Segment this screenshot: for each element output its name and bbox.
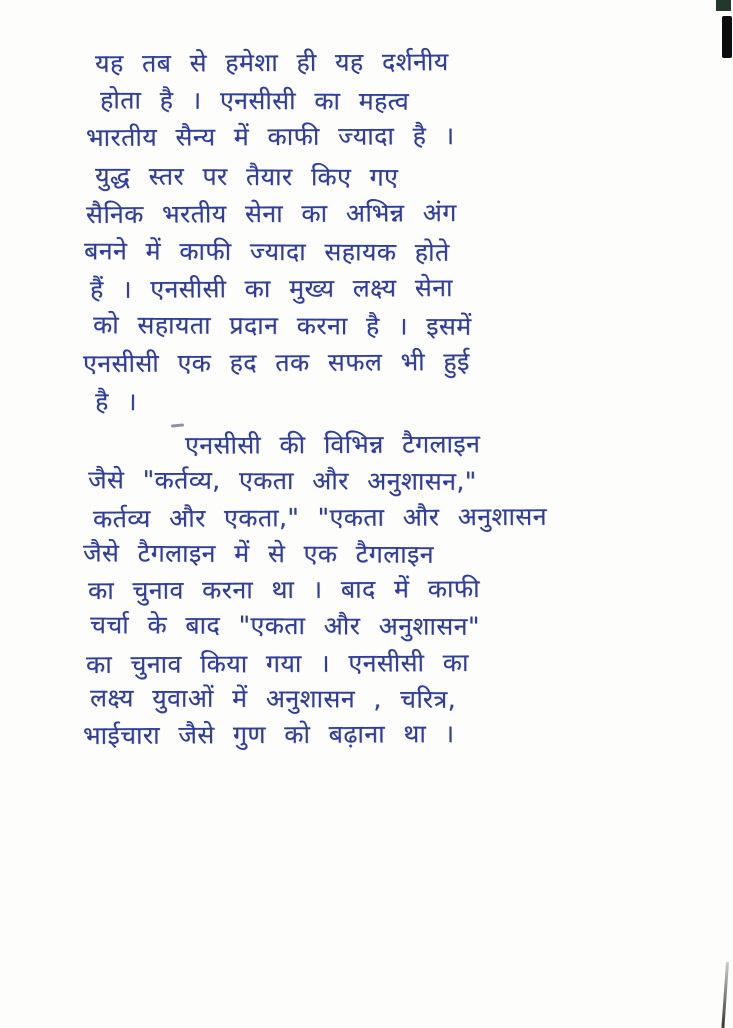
handwritten-line: हैं । एनसीसी का मुख्य लक्ष्य सेना (89, 273, 453, 304)
handwritten-line: का चुनाव किया गया । एनसीसी का (85, 647, 469, 680)
handwritten-line: चर्चा के बाद "एकता और अनुशासन" (89, 610, 480, 641)
handwritten-line: भाईचारा जैसे गुण को बढ़ाना था । (82, 719, 455, 750)
handwritten-line: लक्ष्य युवाओं में अनुशासन , चरित्र, (89, 683, 457, 714)
stray-pen-mark (171, 423, 184, 427)
handwritten-line: का चुनाव करना था । बाद में काफी (87, 573, 481, 606)
handwritten-line: जैसे "कर्तव्य, एकता और अनुशासन," (87, 465, 477, 496)
page-edge-shadow-line (721, 962, 729, 1028)
handwritten-line: एनसीसी एक हद तक सफल भी हुई (82, 346, 470, 379)
handwritten-line: यह तब से हमेशा ही यह दर्शनीय (94, 47, 449, 78)
handwritten-line: एनसीसी की विभिन्न टैगलाइन (184, 429, 481, 460)
handwritten-line: कर्तव्य और एकता," "एकता और अनुशासन (92, 501, 547, 534)
handwritten-line: भारतीय सैन्य में काफी ज्यादा है । (85, 121, 455, 152)
handwritten-line: होता है । एनसीसी का महत्व (99, 85, 410, 116)
handwritten-line: सैनिक भरतीय सेना का अभिन्न अंग (85, 198, 457, 229)
handwritten-line: को सहायता प्रदान करना है । इसमें (92, 310, 472, 341)
handwritten-line: है । (94, 386, 137, 417)
handwritten-line: जैसे टैगलाइन में से एक टैगलाइन (82, 538, 435, 569)
handwritten-line: युद्ध स्तर पर तैयार किए गए (94, 161, 399, 192)
handwritten-line: बनने में काफी ज्यादा सहायक होते (83, 236, 450, 267)
scan-artifact-top-corner (716, 0, 731, 11)
scan-artifact-black-bar (722, 16, 732, 58)
